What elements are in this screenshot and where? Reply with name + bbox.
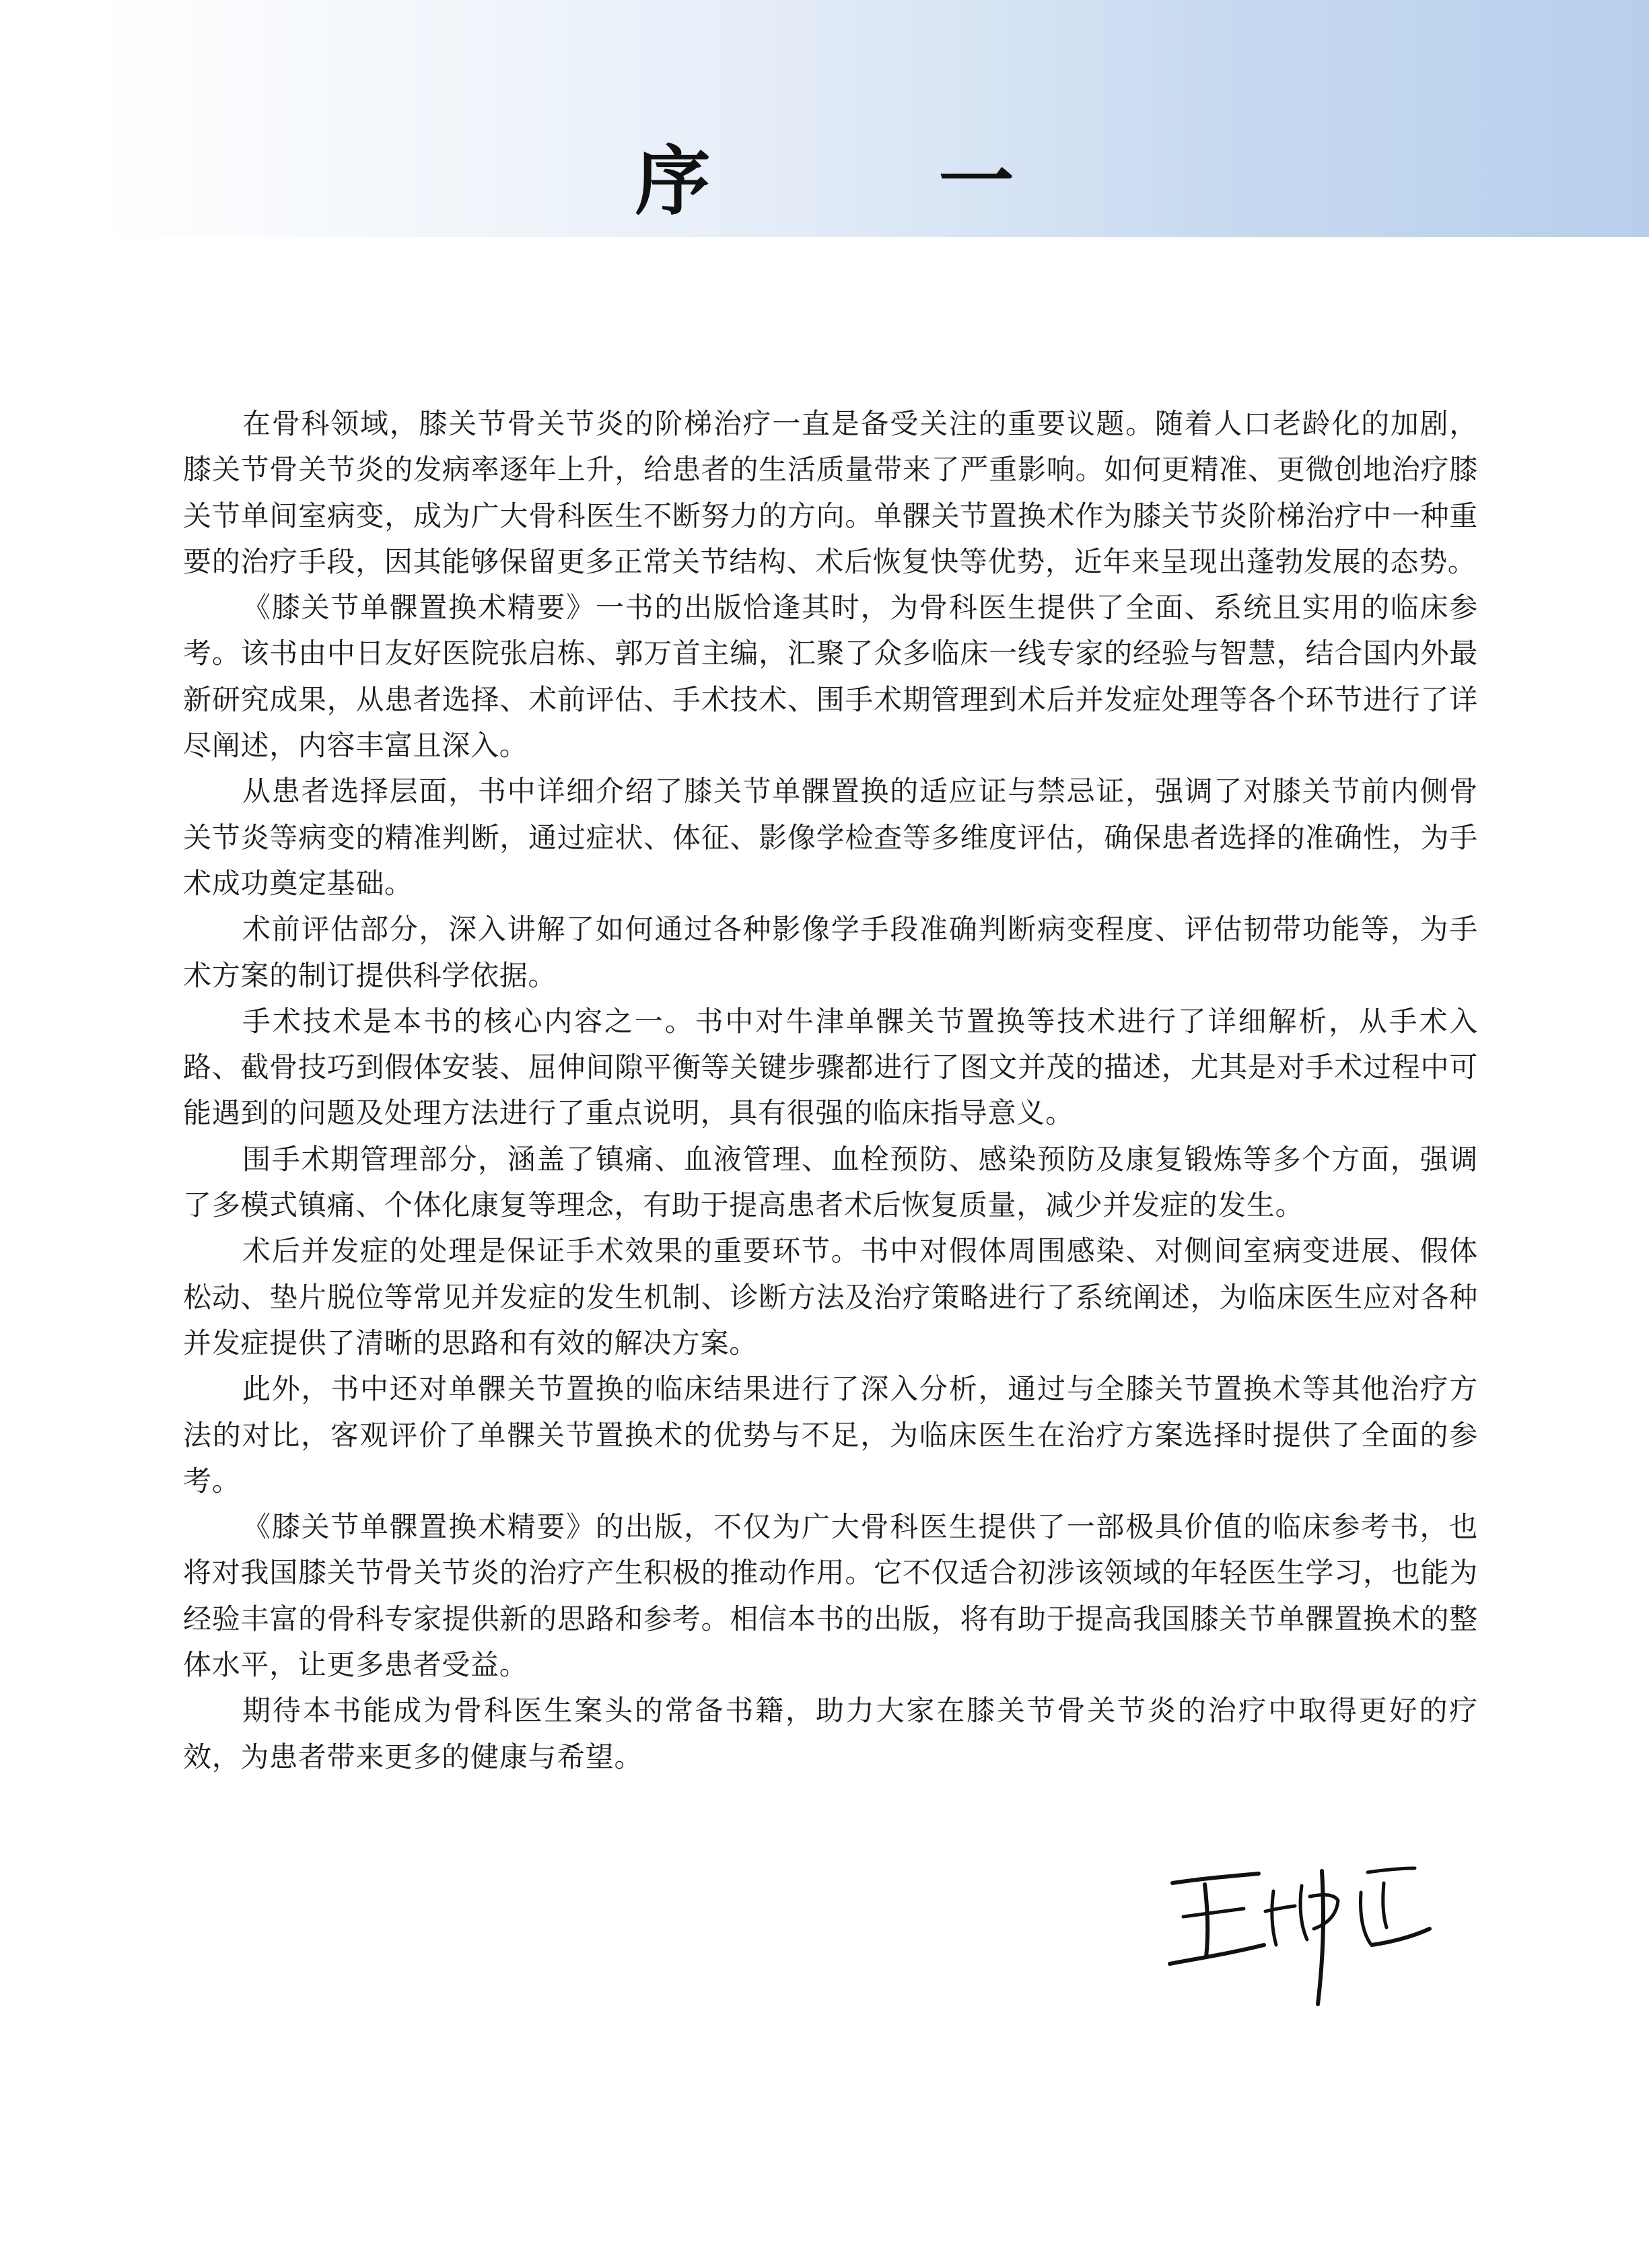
page-title: 序 一: [635, 138, 1115, 225]
paragraph-5: 手术技术是本书的核心内容之一。书中对牛津单髁关节置换等技术进行了详细解析，从手术入路、截骨技巧到假体安装、屈伸间隙平衡等关键步骤都进行了图文并茂的描述，尤其是对手术过程中可能遇到的问题及处理方法进行了重点说明，具有很强的临床指导意义。: [183, 1004, 1478, 1130]
paragraph-4: 术前评估部分，深入讲解了如何通过各种影像学手段准确判断病变程度、评估韧带功能等，为手术方案的制订提供科学依据。: [183, 913, 1478, 992]
handwritten-signature: [1158, 1844, 1440, 2019]
paragraph-3: 从患者选择层面，书中详细介绍了膝关节单髁置换的适应证与禁忌证，强调了对膝关节前内侧骨关节炎等病变的精准判断，通过症状、体征、影像学检查等多维度评估，确保患者选择的准确性，为手术成功奠定基础。: [183, 775, 1478, 900]
paragraph-9: 《膝关节单髁置换术精要》的出版，不仅为广大骨科医生提供了一部极具价值的临床参考书，也将对我国膝关节骨关节炎的治疗产生积极的推动作用。它不仅适合初涉该领域的年轻医生学习，也能为经验丰富的骨科专家提供新的思路和参考。相信本书的出版，将有助于提高我国膝关节单髁置换术的整体水平，让更多患者受益。: [183, 1510, 1478, 1682]
paragraph-6: 围手术期管理部分，涵盖了镇痛、血液管理、血栓预防、感染预防及康复锻炼等多个方面，强调了多模式镇痛、个体化康复等理念，有助于提高患者术后恢复质量，减少并发症的发生。: [183, 1142, 1478, 1222]
paragraph-7: 术后并发症的处理是保证手术效果的重要环节。书中对假体周围感染、对侧间室病变进展、假体松动、垫片脱位等常见并发症的发生机制、诊断方法及治疗策略进行了系统阐述，为临床医生应对各种并发症提供了清晰的思路和有效的解决方案。: [183, 1234, 1478, 1359]
paragraph-2: 《膝关节单髁置换术精要》一书的出版恰逢其时，为骨科医生提供了全面、系统且实用的临床参考。该书由中日友好医院张启栋、郭万首主编，汇聚了众多临床一线专家的经验与智慧，结合国内外最新研究成果，从患者选择、术前评估、手术技术、围手术期管理到术后并发症处理等各个环节进行了详尽阐述，内容丰富且深入。: [183, 591, 1478, 763]
preface-body: [183, 401, 1478, 1780]
paragraph-10: 期待本书能成为骨科医生案头的常备书籍，助力大家在膝关节骨关节炎的治疗中取得更好的疗效，为患者带来更多的健康与希望。: [183, 1694, 1478, 1773]
paragraph-8: 此外，书中还对单髁关节置换的临床结果进行了深入分析，通过与全膝关节置换术等其他治疗方法的对比，客观评价了单髁关节置换术的优势与不足，为临床医生在治疗方案选择时提供了全面的参考。: [183, 1372, 1478, 1497]
paragraph-1: 在骨科领域，膝关节骨关节炎的阶梯治疗一直是备受关注的重要议题。随着人口老龄化的加剧，膝关节骨关节炎的发病率逐年上升，给患者的生活质量带来了严重影响。如何更精准、更微创地治疗膝关节单间室病变，成为广大骨科医生不断努力的方向。单髁关节置换术作为膝关节炎阶梯治疗中一种重要的治疗手段，因其能够保留更多正常关节结构、术后恢复快等优势，近年来呈现出蓬勃发展的态势。: [183, 407, 1478, 578]
